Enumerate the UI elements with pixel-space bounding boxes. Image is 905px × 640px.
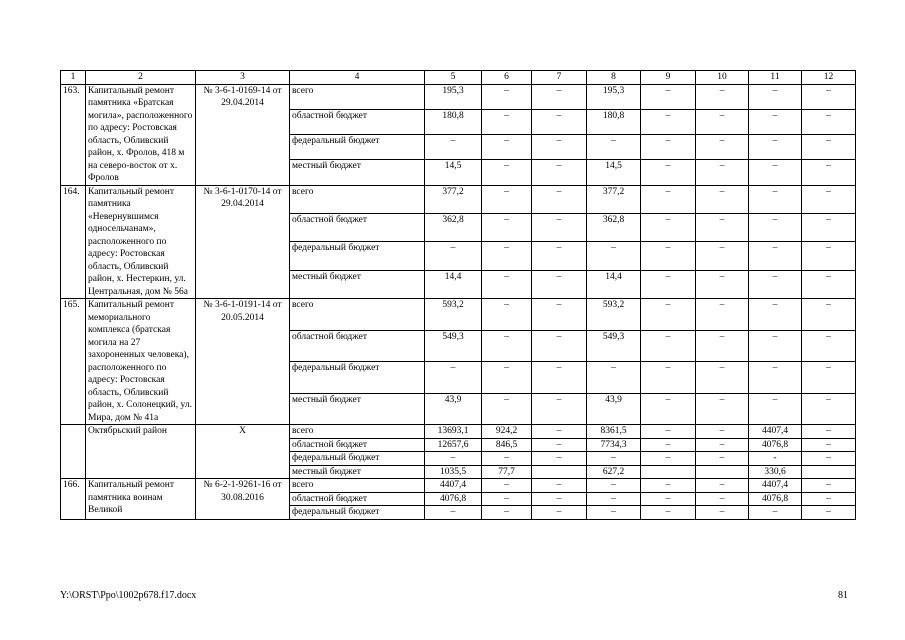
amount-cell: -	[749, 452, 802, 466]
amount-cell: –	[802, 438, 856, 452]
amount-cell: –	[482, 242, 532, 270]
funding-source: областной бюджет	[290, 109, 425, 134]
amount-cell: –	[482, 135, 532, 160]
amount-cell: –	[802, 242, 856, 270]
funding-source: областной бюджет	[290, 330, 425, 362]
amount-cell: –	[641, 393, 696, 425]
amount-cell: –	[482, 109, 532, 134]
expertise-number: X	[196, 425, 290, 479]
amount-cell: 195,3	[425, 84, 482, 109]
amount-cell: 846,5	[482, 438, 532, 452]
amount-cell: 180,8	[425, 109, 482, 134]
row-number: 163.	[61, 84, 86, 185]
amount-cell: –	[696, 84, 749, 109]
amount-cell: –	[802, 84, 856, 109]
funding-source: федеральный бюджет	[290, 506, 425, 520]
amount-cell: –	[482, 506, 532, 520]
amount-cell: 14,5	[425, 160, 482, 185]
header-cell: 8	[587, 71, 641, 85]
amount-cell: –	[641, 135, 696, 160]
object-name: Октябрьский район	[86, 425, 196, 479]
amount-cell: –	[587, 135, 641, 160]
amount-cell: –	[587, 479, 641, 493]
amount-cell: –	[802, 270, 856, 298]
amount-cell: 13693,1	[425, 425, 482, 439]
amount-cell: –	[532, 330, 587, 362]
amount-cell: –	[641, 452, 696, 466]
funding-source: областной бюджет	[290, 213, 425, 241]
amount-cell: –	[482, 213, 532, 241]
amount-cell: 549,3	[425, 330, 482, 362]
amount-cell: –	[532, 242, 587, 270]
amount-cell: –	[532, 479, 587, 493]
page-number: 81	[838, 590, 848, 601]
amount-cell: –	[749, 242, 802, 270]
amount-cell: –	[749, 362, 802, 394]
funding-source: всего	[290, 425, 425, 439]
amount-cell: –	[482, 492, 532, 506]
amount-cell: 4076,8	[749, 492, 802, 506]
amount-cell: –	[802, 452, 856, 466]
amount-cell: 4407,4	[425, 479, 482, 493]
header-cell: 4	[290, 71, 425, 85]
amount-cell: 7734,3	[587, 438, 641, 452]
amount-cell: –	[749, 299, 802, 331]
amount-cell: –	[641, 299, 696, 331]
amount-cell: 377,2	[425, 185, 482, 213]
amount-cell: –	[587, 492, 641, 506]
amount-cell: 627,2	[587, 465, 641, 479]
amount-cell: –	[696, 135, 749, 160]
amount-cell: –	[482, 84, 532, 109]
header-cell: 7	[532, 71, 587, 85]
amount-cell: –	[532, 452, 587, 466]
funding-source: местный бюджет	[290, 160, 425, 185]
budget-table	[60, 70, 856, 520]
amount-cell: –	[532, 160, 587, 185]
object-name: Капитальный ремонт памятника «Братская могила», расположенного по адресу: Ростовская область, Обливский район, х. Фролов, 418 м на северо-восток от х. Фролов	[86, 84, 196, 185]
amount-cell: 43,9	[587, 393, 641, 425]
table-row	[61, 425, 856, 439]
funding-source: всего	[290, 185, 425, 213]
amount-cell: –	[587, 362, 641, 394]
amount-cell: –	[641, 438, 696, 452]
amount-cell: –	[482, 330, 532, 362]
object-name: Капитальный ремонт мемориального комплекса (братская могила на 27 захороненных человека), расположенного по адресу: Ростовская область, Обливский район, х. Солонецкий, ул. Мира, дом № 41а	[86, 299, 196, 425]
funding-source: местный бюджет	[290, 465, 425, 479]
amount-cell: –	[641, 479, 696, 493]
table-body	[61, 71, 856, 520]
amount-cell: –	[532, 438, 587, 452]
amount-cell: 12657,6	[425, 438, 482, 452]
table-row	[61, 185, 856, 213]
header-cell: 11	[749, 71, 802, 85]
amount-cell: 4407,4	[749, 425, 802, 439]
amount-cell: –	[482, 393, 532, 425]
amount-cell: 924,2	[482, 425, 532, 439]
table-row	[61, 84, 856, 109]
amount-cell: –	[749, 160, 802, 185]
amount-cell: –	[802, 362, 856, 394]
amount-cell: –	[802, 425, 856, 439]
object-name: Капитальный ремонт памятника воинам Великой	[86, 479, 196, 520]
amount-cell: 362,8	[587, 213, 641, 241]
amount-cell: –	[696, 330, 749, 362]
amount-cell: –	[696, 479, 749, 493]
funding-source: федеральный бюджет	[290, 135, 425, 160]
amount-cell: –	[641, 84, 696, 109]
amount-cell: –	[482, 299, 532, 331]
header-cell: 5	[425, 71, 482, 85]
amount-cell: –	[641, 492, 696, 506]
funding-source: федеральный бюджет	[290, 362, 425, 394]
amount-cell: –	[802, 213, 856, 241]
amount-cell: –	[482, 185, 532, 213]
header-cell: 9	[641, 71, 696, 85]
amount-cell: 377,2	[587, 185, 641, 213]
amount-cell: –	[696, 242, 749, 270]
amount-cell: –	[482, 362, 532, 394]
amount-cell: –	[482, 479, 532, 493]
header-cell: 12	[802, 71, 856, 85]
amount-cell: 8361,5	[587, 425, 641, 439]
amount-cell: –	[749, 393, 802, 425]
amount-cell: –	[802, 506, 856, 520]
amount-cell: –	[532, 109, 587, 134]
amount-cell: –	[482, 160, 532, 185]
amount-cell: –	[532, 135, 587, 160]
funding-source: областной бюджет	[290, 492, 425, 506]
object-name: Капитальный ремонт памятника «Невернувшимся односельчанам», расположенного по адресу: Ростовская область, Обливский район, х. Нестеркин, ул. Центральная, дом № 56а	[86, 185, 196, 299]
amount-cell: –	[641, 506, 696, 520]
funding-source: местный бюджет	[290, 393, 425, 425]
amount-cell: –	[696, 438, 749, 452]
expertise-number: № 3-6-1-0169-14 от 29.04.2014	[196, 84, 290, 185]
amount-cell: –	[696, 299, 749, 331]
amount-cell: –	[425, 506, 482, 520]
amount-cell: –	[425, 452, 482, 466]
amount-cell: –	[749, 109, 802, 134]
amount-cell: –	[696, 185, 749, 213]
file-path: Y:\ORST\Ppo\1002p678.f17.docx	[60, 590, 197, 601]
amount-cell: –	[802, 135, 856, 160]
amount-cell: –	[696, 506, 749, 520]
amount-cell	[696, 465, 749, 479]
header-cell: 10	[696, 71, 749, 85]
amount-cell: –	[482, 452, 532, 466]
amount-cell: –	[641, 425, 696, 439]
amount-cell: –	[425, 242, 482, 270]
amount-cell: 14,4	[587, 270, 641, 298]
amount-cell: 330,6	[749, 465, 802, 479]
amount-cell: –	[587, 452, 641, 466]
amount-cell: –	[532, 213, 587, 241]
amount-cell: 195,3	[587, 84, 641, 109]
amount-cell: –	[802, 160, 856, 185]
amount-cell: –	[532, 270, 587, 298]
header-cell: 1	[61, 71, 86, 85]
amount-cell: –	[532, 185, 587, 213]
amount-cell: –	[641, 213, 696, 241]
amount-cell: 4407,4	[749, 479, 802, 493]
amount-cell: –	[696, 362, 749, 394]
amount-cell: 4076,8	[425, 492, 482, 506]
amount-cell: –	[749, 135, 802, 160]
funding-source: всего	[290, 299, 425, 331]
header-row	[61, 71, 856, 85]
amount-cell: –	[802, 109, 856, 134]
amount-cell: 43,9	[425, 393, 482, 425]
amount-cell: 593,2	[587, 299, 641, 331]
amount-cell: –	[641, 330, 696, 362]
row-number: 166.	[61, 479, 86, 520]
expertise-number: № 3-6-1-0191-14 от 20.05.2014	[196, 299, 290, 425]
amount-cell: 14,4	[425, 270, 482, 298]
amount-cell: 77,7	[482, 465, 532, 479]
amount-cell: –	[749, 185, 802, 213]
amount-cell: 593,2	[425, 299, 482, 331]
amount-cell: –	[425, 135, 482, 160]
amount-cell: –	[749, 84, 802, 109]
row-number: 164.	[61, 185, 86, 299]
amount-cell: –	[482, 270, 532, 298]
amount-cell	[641, 465, 696, 479]
amount-cell: –	[749, 213, 802, 241]
amount-cell: –	[532, 425, 587, 439]
amount-cell: –	[641, 270, 696, 298]
amount-cell: –	[802, 185, 856, 213]
amount-cell: –	[802, 479, 856, 493]
amount-cell: –	[425, 362, 482, 394]
funding-source: всего	[290, 479, 425, 493]
amount-cell: –	[587, 242, 641, 270]
row-number	[61, 425, 86, 479]
amount-cell: –	[641, 185, 696, 213]
amount-cell: –	[802, 393, 856, 425]
amount-cell: –	[532, 492, 587, 506]
amount-cell: –	[532, 506, 587, 520]
amount-cell: –	[696, 492, 749, 506]
header-cell: 3	[196, 71, 290, 85]
amount-cell: –	[749, 506, 802, 520]
amount-cell: –	[696, 425, 749, 439]
amount-cell: –	[802, 299, 856, 331]
amount-cell: –	[802, 492, 856, 506]
amount-cell: –	[532, 299, 587, 331]
amount-cell: 180,8	[587, 109, 641, 134]
amount-cell: –	[587, 506, 641, 520]
funding-source: местный бюджет	[290, 270, 425, 298]
amount-cell	[532, 465, 587, 479]
funding-source: областной бюджет	[290, 438, 425, 452]
amount-cell: –	[696, 270, 749, 298]
row-number: 165.	[61, 299, 86, 425]
amount-cell: 4076,8	[749, 438, 802, 452]
amount-cell: –	[802, 330, 856, 362]
table-row	[61, 299, 856, 331]
amount-cell: 362,8	[425, 213, 482, 241]
amount-cell: –	[696, 109, 749, 134]
amount-cell: –	[696, 393, 749, 425]
expertise-number: № 3-6-1-0170-14 от 29.04.2014	[196, 185, 290, 299]
header-cell: 6	[482, 71, 532, 85]
amount-cell: –	[641, 362, 696, 394]
funding-source: федеральный бюджет	[290, 452, 425, 466]
amount-cell: 14,5	[587, 160, 641, 185]
funding-source: всего	[290, 84, 425, 109]
funding-source: федеральный бюджет	[290, 242, 425, 270]
amount-cell: –	[641, 160, 696, 185]
amount-cell: –	[532, 362, 587, 394]
table-row	[61, 479, 856, 493]
amount-cell	[802, 465, 856, 479]
amount-cell: –	[532, 84, 587, 109]
amount-cell: –	[532, 393, 587, 425]
amount-cell: –	[696, 452, 749, 466]
amount-cell: –	[641, 242, 696, 270]
amount-cell: –	[696, 213, 749, 241]
amount-cell: –	[696, 160, 749, 185]
header-cell: 2	[86, 71, 196, 85]
amount-cell: –	[749, 270, 802, 298]
expertise-number: № 6-2-1-9261-16 от 30.08.2016	[196, 479, 290, 520]
amount-cell: 549,3	[587, 330, 641, 362]
amount-cell: –	[641, 109, 696, 134]
amount-cell: 1035,5	[425, 465, 482, 479]
amount-cell: –	[749, 330, 802, 362]
